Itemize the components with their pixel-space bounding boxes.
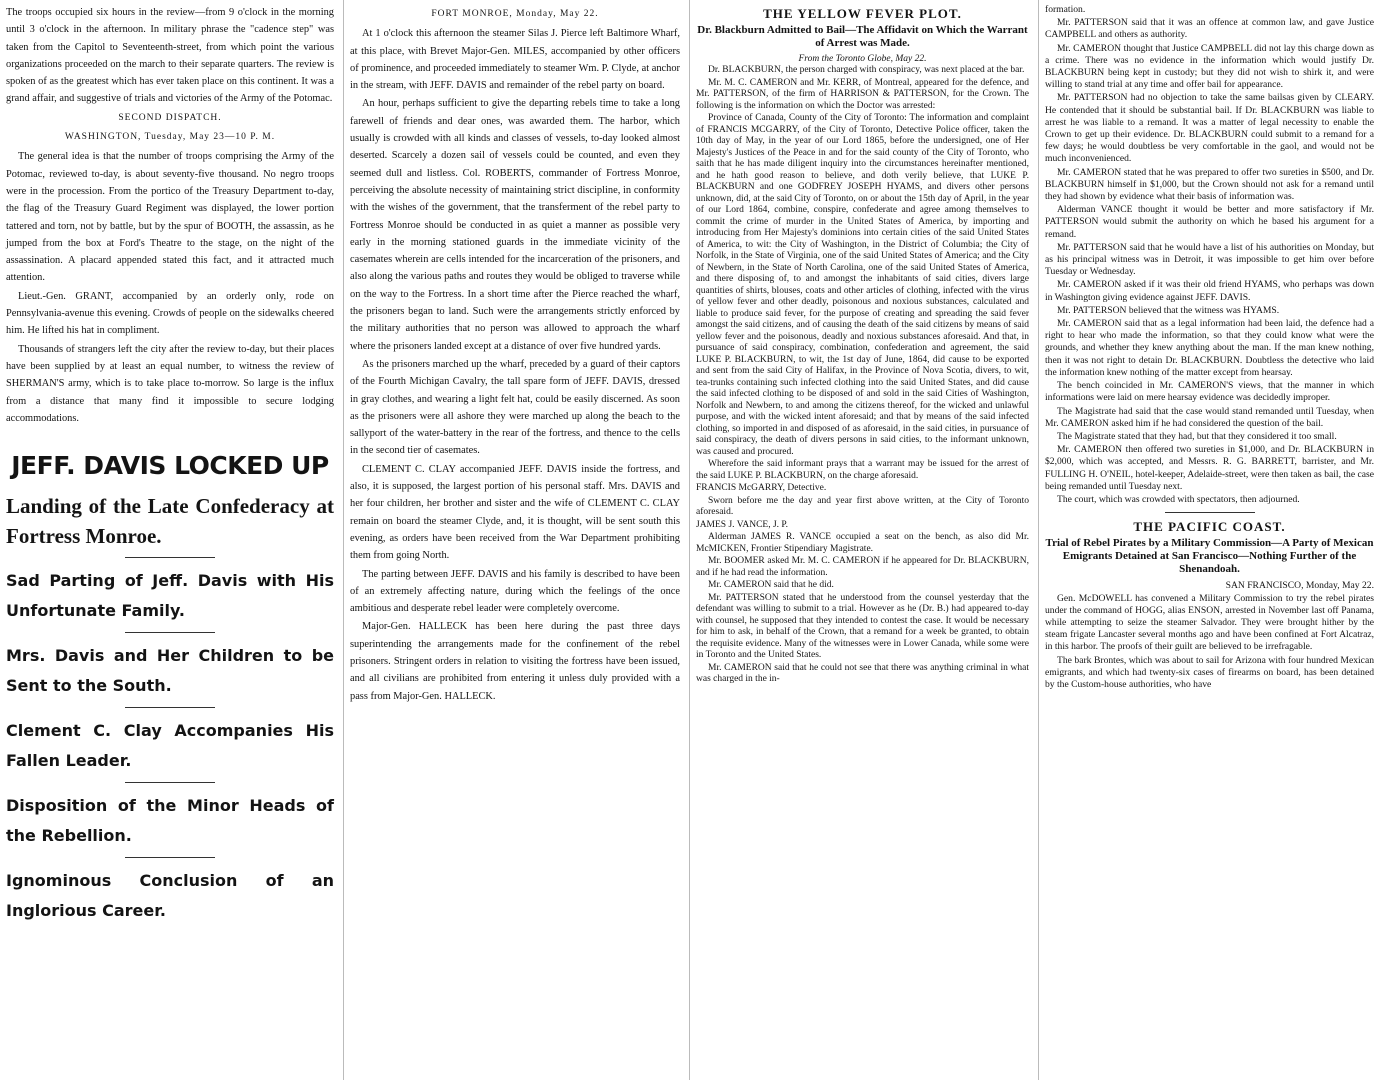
article-paragraph: Dr. BLACKBURN, the person charged with conspiracy, was next placed at the bar. xyxy=(708,65,1025,75)
column-3 xyxy=(689,0,1035,1080)
signature: FRANCIS McGARRY, Detective. xyxy=(696,483,827,493)
sub-headline: Trial of Rebel Pirates by a Military Commission—A Party of Mexican Emigrants Detained at San Francisco—Nothing Further of the Shenandoah. xyxy=(1045,537,1374,576)
signature: JAMES J. VANCE, J. P. xyxy=(696,519,789,530)
section-title: THE YELLOW FEVER PLOT. xyxy=(763,6,962,21)
divider xyxy=(125,707,215,708)
article-paragraph: Mr. M. C. CAMERON and Mr. KERR, of Montreal, appeared for the defence, and Mr. PATTERSON, of the firm of HARRISON & PATTERSON, for the Crown. The following is the information on which the Doctor was arrested: xyxy=(696,77,1029,111)
article-paragraph: The court, which was crowded with spectators, then adjourned. xyxy=(1057,493,1300,505)
article-paragraph: CLEMENT C. CLAY accompanied JEFF. DAVIS inside the fortress, and also, it is supposed, the largest portion of his personal staff. Mrs. DAVIS and her four children, her brother and sister and the wife of CLEMENT C. CLAY remain on board the steamer Clyde, and, it is thought, will be sent south this evening, as orders have been received from the War Department prohibiting them from going North. xyxy=(350,463,680,562)
article-paragraph: The troops occupied six hours in the review—from 9 o'clock in the morning until 3 o'clock in the afternoon. In military phrase the "cadence step" was taken from the Capitol to Seventeenth-street, from which point the various organizations proceeded on the march to their separate quarters. The review is spoken of as the greatest which has ever taken place on this continent. It was a grand affair, and suggestive of trials and victories of the Army of the Potomac. xyxy=(6,7,334,105)
article-paragraph: The bench coincided in Mr. CAMERON'S views, that the manner in which informations were laid on mere hearsay evidence was decidedly improper. xyxy=(1045,380,1374,404)
dateline: SAN FRANCISCO, Monday, May 22. xyxy=(1225,580,1374,592)
article-paragraph: Alderman JAMES R. VANCE occupied a seat on the bench, as also did Mr. McMICKEN, Frontier Stipendiary Magistrate. xyxy=(696,532,1029,554)
article-paragraph: Mr. PATTERSON had no objection to take the same bailsas given by CLEARY. He contended that it should be substantial bail. If Dr. BLACKBURN was liable to arrest he was liable to a remand. It was a matter of legal necessity to enable the Crown to get up their evidence. Dr. BLACKBURN could submit to a remand for a few days; he would doubtless be very comfortable in the gaol, and would not be much inconvenienced. xyxy=(1045,92,1374,165)
headline-deck: Disposition of the Minor Heads of the Rebellion. xyxy=(6,796,334,846)
article-paragraph: Gen. McDOWELL has convened a Military Commission to try the rebel pirates under the command of HOGG, alias ENSON, arrested in November last off Panama, while attempting to seize the steamer Salvador. They were brought hither by the steam frigate Lancaster several months ago and have been confined at Fort Alcatraz, in this harbor. The proofs of their guilt are believed to be irrefragable. xyxy=(1045,592,1374,653)
section-title: THE PACIFIC COAST. xyxy=(1133,519,1286,535)
column-2 xyxy=(343,0,686,1080)
divider xyxy=(125,557,215,558)
article-paragraph: Lieut.-Gen. GRANT, accompanied by an orderly only, rode on Pennsylvania-avenue this evening. Crowds of people on the sidewalks cheered him. He lifted his hat in compliment. xyxy=(6,290,334,337)
article-paragraph: At 1 o'clock this afternoon the steamer Silas J. Pierce left Baltimore Wharf, at this place, with Brevet Major-Gen. MILES, accompanied by other officers of prominence, and proceeded immediately to steamer Wm. P. Clyde, at anchor in the stream, with JEFF. DAVIS and remainder of the rebel party on board. xyxy=(350,28,680,92)
headline-deck: Ignominous Conclusion of an Inglorious Career. xyxy=(6,871,334,921)
column-1 xyxy=(0,0,340,1080)
article-paragraph: Mr. CAMERON said that he could not see that there was anything criminal in what was charged in the in- xyxy=(696,662,1029,684)
article-paragraph: The bark Brontes, which was about to sail for Arizona with four hundred Mexican emigrants, and which had twenty-six cases of firearms on board, has been detained by the Custom-house authorities, who have xyxy=(1045,654,1374,690)
article-paragraph: Major-Gen. HALLECK has been here during the past three days superintending the arrangements made for the confinement of the rebel prisoners. Stringent orders in relation to visiting the fortress have been issued, and all civilians are prohibited from entering it unless duly provided with a pass from Major-Gen. HALLECK. xyxy=(350,621,680,702)
article-paragraph: Thousands of strangers left the city after the review to-day, but their places have been supplied by at least an equal number, to witness the review of SHERMAN'S army, which is to take place to-morrow. So large is the influx from a distance that many find it impossible to secure lodging accommodations. xyxy=(6,343,334,424)
column-4 xyxy=(1038,0,1380,1080)
article-paragraph: Mr. PATTERSON said that he would have a list of his authorities on Monday, but as his principal witness was in Detroit, it was impossible to get him over before Tuesday or Wednesday. xyxy=(1045,241,1374,278)
article-paragraph: Mr. PATTERSON said that it was an offence at common law, and gave Justice CAMPBELL and others as authority. xyxy=(1045,17,1374,41)
article-paragraph: Mr. CAMERON said that as a legal information had been laid, the defence had a right to hear who made the information, so that they could know what were the grounds, and whether they knew anything about the man. If the man knew nothing, then it was not right to detain Dr. BLACKBURN. Doubtless the detective who laid the information knew nothing of the matter except from hearsay. xyxy=(1045,318,1374,378)
article-paragraph: The general idea is that the number of troops comprising the Army of the Potomac, reviewed to-day, is about seventy-five thousand. No negro troops were in the procession. From the portico of the Treasury Department to-day, the flag of the Treasury Guard Regiment was displayed, the lower portion tattered and torn, not by battle, but by the spur of BOOTH, the assassin, as he jumped from the box at Ford's Theatre to the stage, on the night of the assassination. A placard appended stated this fact, and it attracted much attention. xyxy=(6,151,334,284)
article-paragraph: The Magistrate stated that they had, but that they considered it too small. xyxy=(1057,430,1337,442)
article-paragraph: Mr. PATTERSON stated that he understood from the counsel yesterday that the defendant was willing to submit to a trial. However as he (Dr. B.) had appeared to-day with counsel, he supposed that they intended to contest the case. It would be necessary for him to ask, in behalf of the Crown, that a remand for a week be granted, to obtain the requisite evidence. Many of the witnesses were in Lower Canada, while some were in Toronto and the United States. xyxy=(696,592,1029,660)
article-paragraph: Mr. CAMERON then offered two sureties in $1,000, and Dr. BLACKBURN in $2,000, which was accepted, and Messrs. R. G. BARRETT, barrister, and Mr. FULLING H. O'NEIL, hotel-keeper, Adelaide-street, were then taken as bail, the case being remanded until Tuesday next. xyxy=(1045,444,1375,492)
article-paragraph: Wherefore the said informant prays that a warrant may be issued for the arrest of the said LUKE P. BLACKBURN, on the charge aforesaid. xyxy=(696,459,1029,481)
main-headline: JEFF. DAVIS LOCKED UP xyxy=(11,451,329,481)
article-paragraph: Sworn before me the day and year first above written, at the City of Toronto aforesaid. xyxy=(696,495,1029,517)
article-paragraph: The Magistrate had said that the case would stand remanded until Tuesday, when Mr. CAMERON asked him if he had considered the question of the bail. xyxy=(1045,405,1374,429)
divider xyxy=(125,857,215,858)
article-paragraph: Mr. CAMERON thought that Justice CAMPBELL did not lay this charge down as a crime. There was no evidence in the information which would justify Dr. BLACKBURN being kept in custody; but they did not wish to shirk it, and were willing to stand trial at any time and offer bail for appearance. xyxy=(1045,42,1374,91)
source-line: From the Toronto Globe, May 22. xyxy=(798,53,927,64)
article-paragraph: Mr. CAMERON said that he did. xyxy=(708,580,834,590)
headline-deck: Mrs. Davis and Her Children to be Sent to the South. xyxy=(6,646,334,696)
article-paragraph: Mr. CAMERON stated that he was prepared to offer two sureties in $500, and Dr. BLACKBURN himself in $1,000, but the Crown should not ask for a remand until they had shown by evidence what their basis of information was. xyxy=(1045,166,1374,203)
headline-deck: Clement C. Clay Accompanies His Fallen Leader. xyxy=(6,721,334,771)
headline-deck: Sad Parting of Jeff. Davis with His Unfortunate Family. xyxy=(6,571,334,621)
headline-deck: Landing of the Late Confederacy at Fortress Monroe. xyxy=(6,494,334,549)
second-dispatch-label: SECOND DISPATCH. xyxy=(118,112,222,123)
article-paragraph: Mr. BOOMER asked Mr. M. C. CAMERON if he appeared for Dr. BLACKBURN, and if he had read the information. xyxy=(696,556,1029,578)
divider xyxy=(125,782,215,783)
article-paragraph: Province of Canada, County of the City of Toronto: The information and complaint of FRANCIS MCGARRY, of the City of Toronto, Detective Police officer, taken the 10th day of May, in the year of our Lord 1865, before the undersigned, one of Her Majesty's Justices of the Peace in and for the said county of the City of Toronto, who saith that he has made diligent inquiry into the circumstances hereinafter mentioned, and he hath good reason to believe, and doth verily believe, that LUKE P. BLACKBURN and one GODFREY JOSEPH HYAMS, and divers other persons unknown, did, at the said City of Toronto, on or about the 15th day of April, in the year of our Lord 1864, combine, conspire, confederate and agree among themselves to commit the crime of murder in the United States of America, by importing and introducing from Her Majesty's dominions into certain cities of the said United States of America, to wit: the City of Washington, in the District of Columbia; the City of Norfolk, in the State of Virginia, one of the said United States of America; and the City of Newbern, in the State of North Carolina, one of the said United States of America, and there disposing of, to and amongst the inhabitants of said cities, divers large quantities of shirts, blouses, coats and other articles of clothing, infected with the virus of yellow fever and other deadly, poisonous and noxious substances, calculated and liable to produce said fever, for the purpose of creating and spreading the said fever amongst the said citizens, and of causing the death of the said citizens by means of said yellow fever and the poisonous, deadly and noxious substances aforesaid. And that, in pursuance of said conspiracy, combination, confederation and agreement, the said LUKE P. BLACKBURN, to wit, the 1st day of June, 1864, did cause to be exported and sent from the said City of Halifax, in the Province of Nova Scotia, divers, to wit, tea-trunks containing such infected clothing into the said United States, and did cause the said infected clothing to be disposed of and sold in the said Cities of Washington, Norfolk and Newbern, to and among the citizens thereof, for the wicked and unlawful purpose, and with the wicked intent aforesaid; and that by means of the said infected clothing, so imported in and disposed of as aforesaid, in the said cities, in pursuance of said conspiracy, the death of divers persons in said cities, to the informant unknown, was caused and procured. xyxy=(696,113,1029,457)
dateline: WASHINGTON, Tuesday, May 23—10 P. M. xyxy=(64,132,276,143)
article-paragraph: As the prisoners marched up the wharf, preceded by a guard of their captors of the Fourth Michigan Cavalry, the tall spare form of JEFF. DAVIS, dressed in gray clothes, and wearing a light felt hat, could be easily discerned. As soon as the prisoners were all ashore they were marched up along the beach to the sallyport of the water-battery in the rear of the fortress, and thence to the cells in the second tier of casemates. xyxy=(350,358,680,457)
article-paragraph: Mr. CAMERON asked if it was their old friend HYAMS, who perhaps was down in Washington giving evidence against JEFF. DAVIS. xyxy=(1045,279,1374,303)
divider xyxy=(1165,512,1255,513)
article-paragraph: formation. xyxy=(1045,4,1086,15)
article-paragraph: Alderman VANCE thought it would be better and more satisfactory if Mr. PATTERSON would submit the authority on which he based his argument for a remand. xyxy=(1045,204,1374,240)
article-paragraph: An hour, perhaps sufficient to give the departing rebels time to take a long farewell of friends and dear ones, was awarded them. The harbor, which usually is crowded with all kinds and classes of vessels, to-day looked almost deserted. Scarcely a dozen sail of vessels could be counted, and even they seemed dull and listless. Col. ROBERTS, commander of Fortress Monroe, perceiving the absolute necessity of maintaining strict discipline, in conformity with the wishes of the government, that the transferment of the rebel party to Fortress Monroe should be conducted in as quiet a manner as possible very early in the morning stationed guards in the immediate vicinity of the casemates wherein are cells intended for the incarceration of the prisoners, and also along the various paths and routes they would be obliged to traverse while on the way to the Fortress. In a short time after the Pierce reached the wharf, the prisoners began to land. Such were the arrangements strictly enforced by the military authorities that no person was allowed to approach the wharf where the prisoners landed except at a distance of over five hundred yards. xyxy=(350,98,680,352)
article-paragraph: Mr. PATTERSON believed that the witness was HYAMS. xyxy=(1057,304,1280,316)
sub-headline: Dr. Blackburn Admitted to Bail—The Affidavit on Which the Warrant of Arrest was Made. xyxy=(697,23,1028,49)
divider xyxy=(125,632,215,633)
article-paragraph: The parting between JEFF. DAVIS and his family is described to have been of an extremely affecting nature, during which the feelings of the once ambitious and desperate rebel leader were completely overcome. xyxy=(350,568,680,615)
dateline: FORT MONROE, Monday, May 22. xyxy=(431,9,599,19)
